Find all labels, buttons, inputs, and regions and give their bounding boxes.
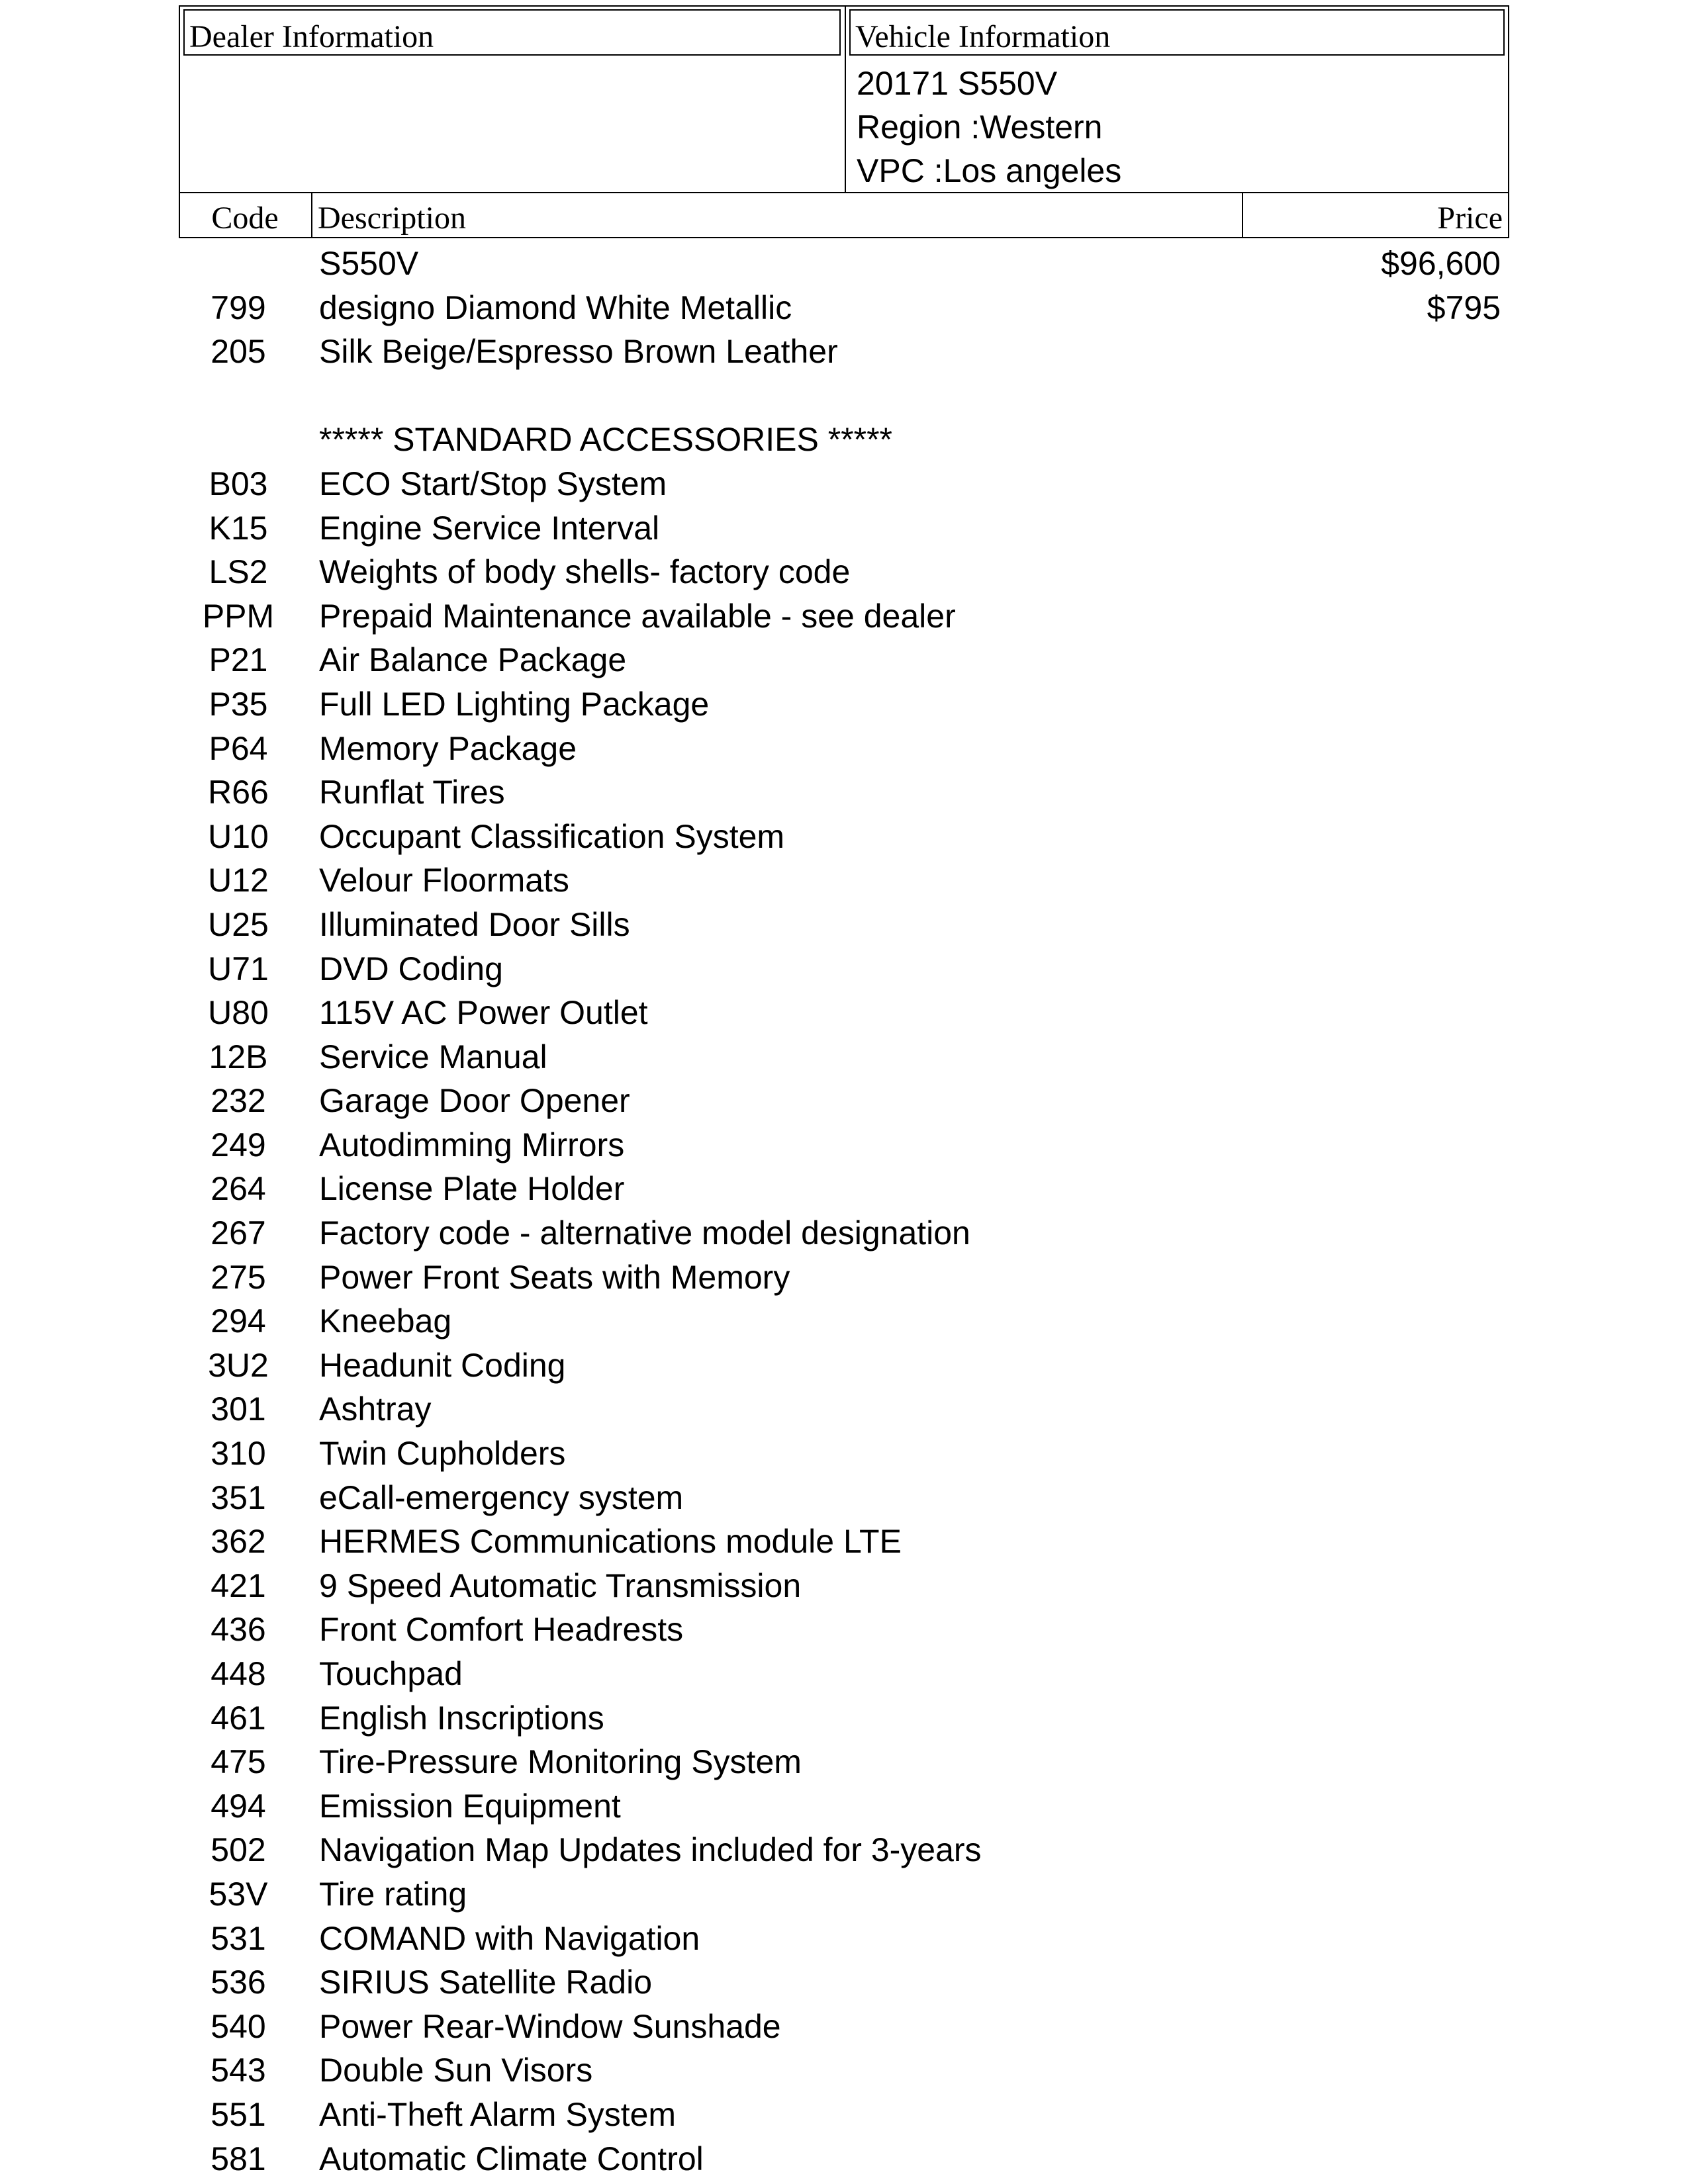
row-description: Illuminated Door Sills	[319, 905, 630, 943]
row-code: 531	[211, 1919, 266, 1957]
dealer-info-label: Dealer Information	[189, 19, 434, 54]
row-description: Full LED Lighting Package	[319, 685, 710, 723]
vehicle-info-label: Vehicle Information	[855, 19, 1111, 54]
row-description: Service Manual	[319, 1038, 547, 1075]
row-code: 448	[211, 1655, 266, 1692]
row-description: License Plate Holder	[319, 1170, 625, 1208]
table-row	[0, 1255, 1688, 1300]
table-row	[0, 682, 1688, 727]
row-code: 543	[211, 2052, 266, 2089]
table-row	[0, 1211, 1688, 1255]
row-description: Engine Service Interval	[319, 509, 660, 547]
table-row	[0, 1079, 1688, 1123]
row-code: K15	[209, 509, 268, 547]
line-items-list	[0, 242, 1688, 2181]
table-row	[0, 903, 1688, 947]
table-row	[0, 1432, 1688, 1476]
table-row	[0, 2137, 1688, 2181]
row-description: Runflat Tires	[319, 774, 505, 811]
row-description: Air Balance Package	[319, 641, 627, 679]
row-description: designo Diamond White Metallic	[319, 289, 792, 326]
row-description: SIRIUS Satellite Radio	[319, 1964, 653, 2001]
column-header-code: Code	[211, 201, 279, 236]
table-row	[0, 1960, 1688, 2005]
row-code: 799	[211, 289, 266, 326]
row-code: P21	[209, 641, 268, 679]
table-row	[0, 2093, 1688, 2137]
table-row	[0, 991, 1688, 1035]
row-code: 502	[211, 1831, 266, 1869]
row-description: Silk Beige/Espresso Brown Leather	[319, 333, 838, 371]
table-row	[0, 506, 1688, 551]
row-code: 551	[211, 2095, 266, 2133]
table-row	[0, 1387, 1688, 1432]
row-code: U80	[208, 994, 269, 1032]
row-code: 475	[211, 1743, 266, 1781]
table-row	[0, 727, 1688, 771]
row-code: 232	[211, 1082, 266, 1120]
table-row	[0, 1784, 1688, 1829]
table-row	[0, 947, 1688, 991]
row-code: U71	[208, 950, 269, 987]
table-row	[0, 1343, 1688, 1388]
table-row	[0, 418, 1688, 462]
row-code: 436	[211, 1611, 266, 1649]
row-description: Automatic Climate Control	[319, 2140, 704, 2177]
row-code: U25	[208, 905, 269, 943]
row-description: Memory Package	[319, 729, 577, 767]
column-header-price: Price	[1437, 201, 1503, 236]
row-description: ***** STANDARD ACCESSORIES *****	[319, 421, 893, 459]
row-description: Factory code - alternative model designation	[319, 1214, 970, 1252]
row-description: Kneebag	[319, 1302, 452, 1340]
row-code: U12	[208, 862, 269, 899]
row-description: Headunit Coding	[319, 1346, 566, 1384]
table-row	[0, 638, 1688, 682]
row-description: COMAND with Navigation	[319, 1919, 700, 1957]
table-row	[0, 286, 1688, 330]
row-code: 249	[211, 1126, 266, 1163]
table-row	[0, 1608, 1688, 1652]
row-code: B03	[209, 465, 268, 502]
vehicle-model-line: 20171 S550V	[857, 65, 1058, 102]
header-divider	[845, 5, 846, 193]
table-row	[0, 1872, 1688, 1917]
row-description: Ashtray	[319, 1390, 432, 1428]
table-row	[0, 330, 1688, 374]
row-description: Navigation Map Updates included for 3-years	[319, 1831, 982, 1869]
column-divider-price	[1242, 192, 1243, 238]
row-description: 9 Speed Automatic Transmission	[319, 1567, 802, 1604]
row-description: Touchpad	[319, 1655, 463, 1692]
row-code: 536	[211, 1964, 266, 2001]
row-code: P35	[209, 685, 268, 723]
row-description: Tire rating	[319, 1875, 467, 1913]
table-row	[0, 2005, 1688, 2049]
column-divider-code	[311, 192, 312, 238]
row-code: 301	[211, 1390, 266, 1428]
table-row	[0, 2048, 1688, 2093]
table-row	[0, 858, 1688, 903]
row-description: Tire-Pressure Monitoring System	[319, 1743, 802, 1781]
row-code: 12B	[209, 1038, 268, 1075]
table-row	[0, 1299, 1688, 1343]
row-code: 275	[211, 1258, 266, 1296]
row-description: DVD Coding	[319, 950, 503, 987]
table-row	[0, 1740, 1688, 1784]
row-code: 351	[211, 1479, 266, 1516]
row-code: U10	[208, 817, 269, 855]
row-code: 421	[211, 1567, 266, 1604]
row-description: English Inscriptions	[319, 1699, 604, 1737]
table-row	[0, 1520, 1688, 1564]
row-code: 53V	[209, 1875, 268, 1913]
table-row	[0, 770, 1688, 815]
row-price: $795	[1427, 289, 1501, 326]
row-description: Anti-Theft Alarm System	[319, 2095, 677, 2133]
vehicle-region-line: Region :Western	[857, 109, 1103, 146]
table-row	[0, 1476, 1688, 1520]
table-row	[0, 1828, 1688, 1872]
row-code: P64	[209, 729, 268, 767]
table-row	[0, 594, 1688, 639]
table-row	[0, 1652, 1688, 1696]
row-description: eCall-emergency system	[319, 1479, 684, 1516]
table-row	[0, 1696, 1688, 1741]
row-description: Weights of body shells- factory code	[319, 553, 851, 591]
row-description: ECO Start/Stop System	[319, 465, 667, 502]
row-code: 205	[211, 333, 266, 371]
row-description: Twin Cupholders	[319, 1435, 566, 1473]
row-description: Prepaid Maintenance available - see dealer	[319, 597, 956, 635]
table-row	[0, 550, 1688, 594]
row-description: Double Sun Visors	[319, 2052, 593, 2089]
row-code: 3U2	[208, 1346, 269, 1384]
table-row	[0, 1564, 1688, 1608]
row-description: Velour Floormats	[319, 862, 569, 899]
row-price: $96,600	[1381, 245, 1501, 282]
row-description: Power Front Seats with Memory	[319, 1258, 790, 1296]
row-description: Garage Door Opener	[319, 1082, 630, 1120]
row-code: 362	[211, 1523, 266, 1561]
table-row	[0, 1123, 1688, 1167]
table-row	[0, 242, 1688, 286]
row-description: S550V	[319, 245, 419, 282]
row-code: 310	[211, 1435, 266, 1473]
column-header-description: Description	[318, 201, 466, 236]
row-code: 267	[211, 1214, 266, 1252]
row-code: PPM	[202, 597, 275, 635]
row-code: 581	[211, 2140, 266, 2177]
row-code: 264	[211, 1170, 266, 1208]
row-code: 461	[211, 1699, 266, 1737]
vehicle-vpc-line: VPC :Los angeles	[857, 152, 1122, 189]
table-row	[0, 462, 1688, 506]
row-description: Autodimming Mirrors	[319, 1126, 625, 1163]
row-code: 294	[211, 1302, 266, 1340]
table-row	[0, 374, 1688, 418]
row-description: Emission Equipment	[319, 1787, 621, 1825]
row-description: Front Comfort Headrests	[319, 1611, 684, 1649]
row-description: Occupant Classification System	[319, 817, 785, 855]
table-row	[0, 1167, 1688, 1211]
row-code: R66	[208, 774, 269, 811]
table-row	[0, 1035, 1688, 1079]
row-description: HERMES Communications module LTE	[319, 1523, 902, 1561]
row-code: LS2	[209, 553, 268, 591]
row-code: 494	[211, 1787, 266, 1825]
row-code: 540	[211, 2007, 266, 2045]
table-row	[0, 815, 1688, 859]
row-description: 115V AC Power Outlet	[319, 994, 648, 1032]
table-row	[0, 1917, 1688, 1961]
row-description: Power Rear-Window Sunshade	[319, 2007, 781, 2045]
